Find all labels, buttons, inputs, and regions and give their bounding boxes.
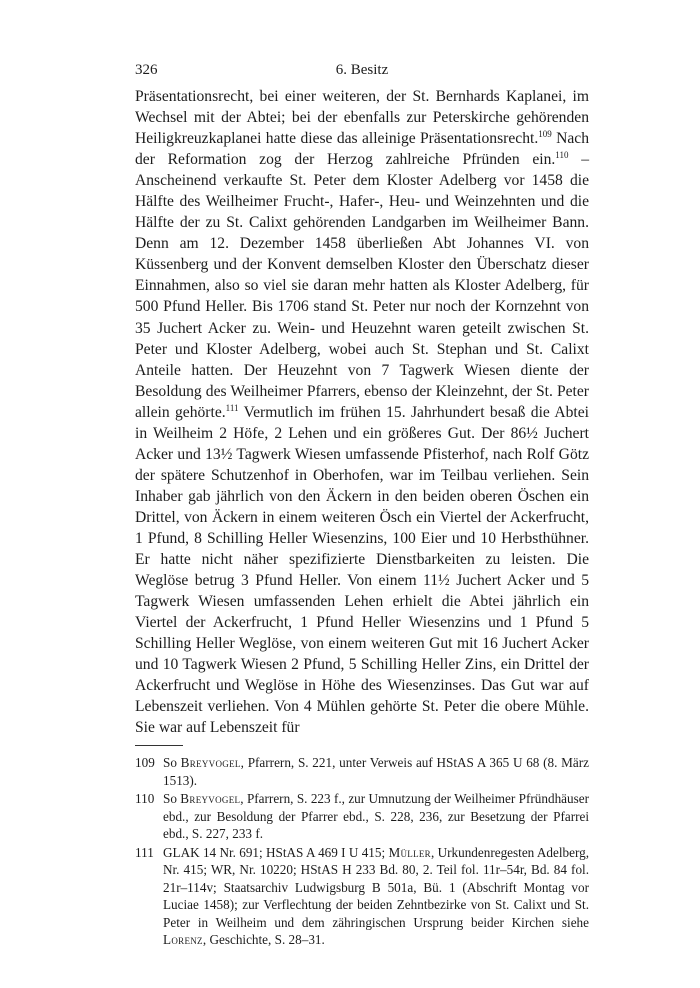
footnote-text: [163, 790, 589, 843]
body-text: [135, 86, 589, 738]
author-name: Breyvogel: [180, 755, 241, 771]
footnote-110: [135, 790, 589, 843]
footnote-ref-109[interactable]: 109: [538, 128, 552, 139]
footnote-segment: GLAK 14 Nr. 691; HStAS A 469 I U 415;: [163, 844, 389, 860]
body-segment: Vermutlich im frühen 15. Jahrhundert besaß die Abtei in Weilheim 2 Höfe, 2 Lehen und ein größeres Gut. Der 86½ Juchert Acker und 13½ Tagwerk Wiesen umfassende Pfisterhof, nach Rolf Götz der spätere Schutzenhof in Oberhofen, war im Teilbau verliehen. Sein Inhaber gab jährlich von den Äckern in den beiden oberen Öschen ein Drittel, von Äckern in einem weiteren Ösch ein Viertel der Ackerfrucht, 1 Pfund, 8 Schilling Heller Wiesenzins, 100 Eier und 10 Herbsthühner. Er hatte nicht näher spezifizierte Dienstbarkeiten zu leisten. Die Weglöse betrug 3 Pfund Heller. Von einem 11½ Juchert Acker und 5 Tagwerk Wiesen umfassenden Lehen erhielt die Abtei jährlich ein Viertel der Ackerfrucht, 1 Pfund Heller Wiesenzins und 1 Pfund 5 Schilling Heller Weglöse, von einem weiteren Gut mit 16 Juchert Acker und 10 Tagwerk Wiesen 2 Pfund, 5 Schilling Heller Zins, ein Drittel der Ackerfrucht und Weglöse in Höhe des Wiesenzinses. Das Gut war auf Lebenszeit verliehen. Von 4 Mühlen gehörte St. Peter die obere Mühle. Sie war auf Lebenszeit für: [135, 403, 589, 737]
footnote-111: [135, 844, 589, 949]
running-head: [135, 62, 589, 84]
footnote-number: 109: [135, 755, 155, 771]
body-segment: Präsentationsrecht, bei einer weiteren, der St. Bernhards Kaplanei, im Wechsel mit der Abtei; bei der ebenfalls zur Peterskirche gehörenden Heiligkreuzkaplanei hatte diese das alleinige Präsentationsrecht.: [135, 88, 589, 148]
footnote-109: [135, 754, 589, 789]
author-name: Breyvogel: [180, 791, 241, 807]
footnote-number: 110: [135, 791, 155, 807]
footnote-segment: So: [163, 791, 181, 807]
footnote-segment: So: [163, 755, 181, 771]
footnote-segment: , Pfarrern, S. 221, unter Verweis auf HStAS A 365 U 68 (8. März 1513).: [163, 755, 589, 788]
footnote-segment: , Urkundenregesten Adelberg, Nr. 415; WR, Nr. 10220; HStAS H 233 Bd. 80, 2. Teil fol. 11r–54r, Bd. 84 fol. 21r–114v; Staatsarchiv Ludwigsburg B 501a, Bü. 1 (Abschrift Montag vor Luciae 1458); zur Verflechtung der beiden Zehntbezirke von St. Calixt und St. Peter in Weilheim und dem zähringischen Ursprung beider Kirchen siehe: [163, 844, 589, 930]
author-name: Müller: [388, 844, 431, 860]
footnote-text: [163, 844, 589, 949]
body-segment: – Anscheinend verkaufte St. Peter dem Kloster Adelberg vor 1458 die Hälfte des Weilheimer Frucht-, Hafer-, Heu- und Weinzehnten und die Hälfte der zu St. Calixt gehörenden Landgarben im Weilheimer Bann. Denn am 12. Dezember 1458 überließen Abt Johannes VI. von Küssenberg und der Konvent demselben Kloster den Überschatz dieser Einnahmen, also so viel sie daran mehr hatten als Kloster Adelberg, für 500 Pfund Heller. Bis 1706 stand St. Peter nur noch der Kornzehnt von 35 Juchert Acker zu. Wein- und Heuzehnt waren geteilt zwischen St. Peter und Kloster Adelberg, wobei auch St. Stephan und St. Calixt Anteile hatten. Der Heuzehnt von 7 Tagwerk Wiesen diente der Besoldung des Weilheimer Pfarrers, ebenso der Kleinzehnt, der St. Peter allein gehörte.: [135, 151, 589, 421]
book-page: [135, 62, 589, 950]
author-name: Lorenz: [163, 932, 203, 948]
footnote-segment: , Geschichte, S. 28–31.: [202, 932, 325, 948]
footnote-divider: [135, 745, 183, 746]
footnote-segment: , Pfarrern, S. 223 f., zur Umnutzung der Weilheimer Pfründhäuser ebd., zur Besoldung der Pfarrer ebd., S. 228, 236, zur Besetzung der Pfarrei ebd., S. 227, 233 f.: [163, 791, 589, 842]
body-paragraph: [135, 86, 589, 738]
footnote-ref-111[interactable]: 111: [225, 402, 239, 413]
body-segment: Nach der Reformation zog der Herzog zahlreiche Pfründen ein.: [135, 130, 589, 169]
chapter-title: 6. Besitz: [335, 62, 389, 78]
footnotes: [135, 754, 589, 949]
footnote-ref-110[interactable]: 110: [555, 149, 569, 160]
page-number: 326: [135, 62, 158, 78]
footnote-text: [163, 754, 589, 789]
footnote-number: 111: [135, 844, 154, 860]
